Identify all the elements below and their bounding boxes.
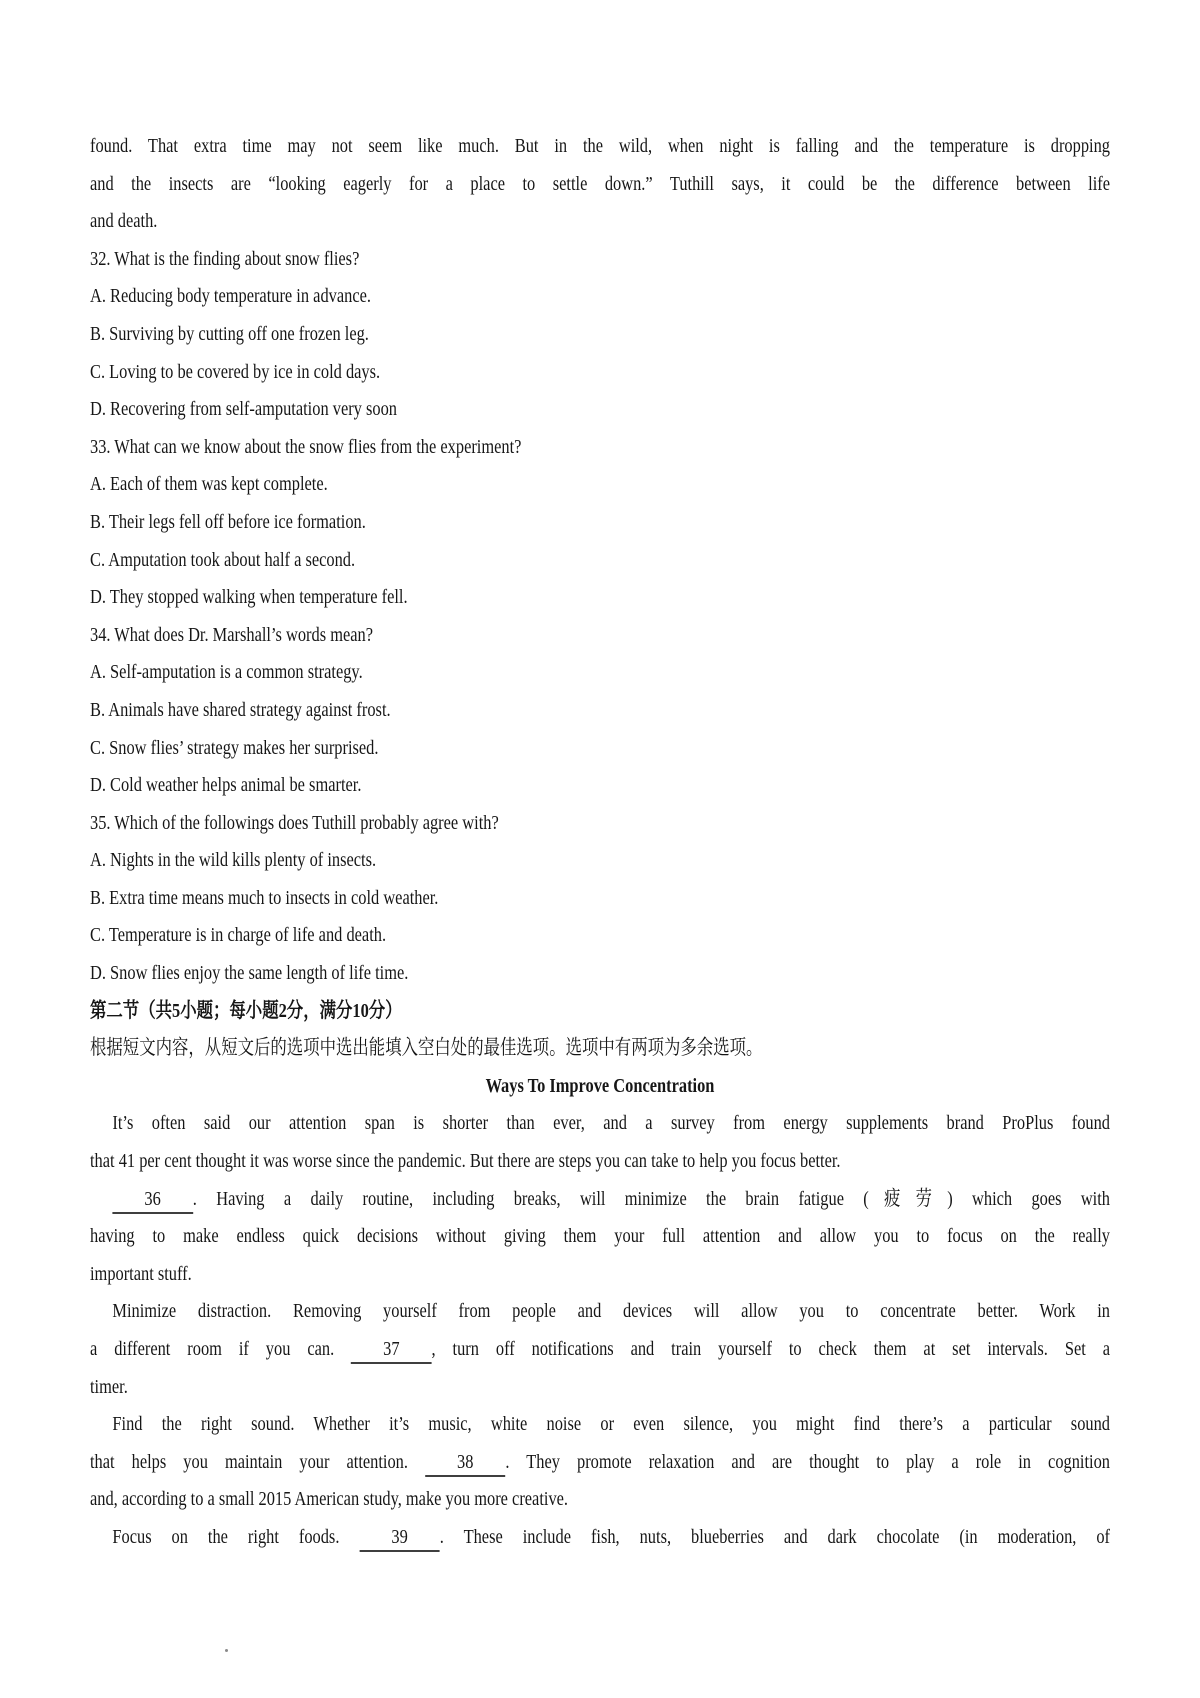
- blank-36-number: 36: [144, 1187, 161, 1210]
- paragraph-4-text: that helps you maintain your attention.: [90, 1450, 408, 1473]
- paragraph-3-text: , turn off notifications and train yourself to check them at set intervals. Set a: [431, 1338, 1111, 1360]
- paragraph-4-line: Find the right sound. Whether it’s music, white noise or even silence, you might find there’s a particular sound: [112, 1413, 1110, 1436]
- scan-speck: [225, 1649, 228, 1652]
- paragraph-4-text: . They promote relaxation and are thought to play a role in cognition: [505, 1450, 1110, 1473]
- paragraph-2-line: having to make endless quick decisions without giving them your full attention and allow you to focus on the really: [90, 1225, 1110, 1248]
- paragraph-1-line: It’s often said our attention span is shorter than ever, and a survey from energy supplements brand ProPlus found: [112, 1112, 1110, 1135]
- passage-title: Ways To Improve Concentration: [485, 1074, 715, 1097]
- paragraph-2-line: important stuff.: [90, 1262, 192, 1285]
- paragraph-5-text: . These include fish, nuts, blueberries and dark chocolate (in moderation, of: [439, 1525, 1111, 1548]
- paragraph-3-line: timer.: [90, 1375, 128, 1398]
- paragraph-1-line: that 41 per cent thought it was worse since the pandemic. But there are steps you can take to help you focus better.: [90, 1150, 841, 1173]
- paragraph-5-line: [90, 1519, 1110, 1557]
- passage-tail-line: and the insects are “looking eagerly for a place to settle down.” Tuthill says, it could be the difference between life: [90, 172, 1110, 195]
- blank-39: [359, 1526, 439, 1552]
- question-35-option-b: B. Extra time means much to insects in cold weather.: [90, 886, 439, 909]
- question-32-option-c: C. Loving to be covered by ice in cold days.: [90, 360, 381, 383]
- paragraph-4-line: and, according to a small 2015 American study, make you more creative.: [90, 1488, 569, 1511]
- question-33-option-b: B. Their legs fell off before ice formation.: [90, 510, 366, 533]
- paragraph-3-line: [90, 1331, 1110, 1369]
- question-34-option-b: B. Animals have shared strategy against frost.: [90, 698, 391, 721]
- question-34-option-d: D. Cold weather helps animal be smarter.: [90, 774, 362, 797]
- blank-38-number: 38: [457, 1450, 474, 1473]
- paragraph-2-line: [90, 1181, 1110, 1219]
- question-34-stem: 34. What does Dr. Marshall’s words mean?: [90, 623, 373, 646]
- paragraph-3-text: a different room if you can.: [90, 1338, 335, 1360]
- passage-tail-line: and death.: [90, 210, 158, 233]
- question-35-option-a: A. Nights in the wild kills plenty of insects.: [90, 849, 377, 872]
- question-34-option-a: A. Self-amputation is a common strategy.: [90, 661, 363, 684]
- section2-instructions: 根据短文内容，从短文后的选项中选出能填入空白处的最佳选项。选项中有两项为多余选项。: [90, 1037, 763, 1060]
- passage-tail-line: found. That extra time may not seem like much. But in the wild, when night is falling and the temperature is dropping: [90, 135, 1110, 157]
- question-32-stem: 32. What is the finding about snow flies?: [90, 247, 360, 270]
- blank-39-number: 39: [391, 1525, 408, 1548]
- question-34-option-c: C. Snow flies’ strategy makes her surprised.: [90, 736, 379, 759]
- blank-38: [425, 1451, 505, 1477]
- blank-36: [112, 1188, 192, 1214]
- paragraph-3-line: Minimize distraction. Removing yourself from people and devices will allow you to concentrate better. Work in: [112, 1300, 1110, 1323]
- question-33-option-a: A. Each of them was kept complete.: [90, 473, 328, 496]
- section2-heading: 第二节（共5小题；每小题2分，满分10分）: [90, 999, 402, 1022]
- question-35-option-c: C. Temperature is in charge of life and death.: [90, 924, 387, 947]
- question-33-option-d: D. They stopped walking when temperature fell.: [90, 586, 408, 609]
- exam-page-content: [90, 128, 1110, 1557]
- blank-37: [351, 1338, 431, 1364]
- paragraph-5-text: Focus on the right foods.: [112, 1525, 340, 1548]
- question-33-option-c: C. Amputation took about half a second.: [90, 548, 356, 571]
- paragraph-4-line: [90, 1444, 1110, 1482]
- question-35-stem: 35. Which of the followings does Tuthill probably agree with?: [90, 811, 499, 834]
- question-35-option-d: D. Snow flies enjoy the same length of life time.: [90, 962, 409, 985]
- question-33-stem: 33. What can we know about the snow flies from the experiment?: [90, 435, 522, 458]
- blank-37-number: 37: [383, 1338, 400, 1360]
- question-32-option-b: B. Surviving by cutting off one frozen leg.: [90, 322, 369, 345]
- question-32-option-a: A. Reducing body temperature in advance.: [90, 285, 371, 308]
- paragraph-2-text: . Having a daily routine, including breaks, will minimize the brain fatigue (疲劳) which goes with: [192, 1187, 1111, 1210]
- question-32-option-d: D. Recovering from self-amputation very soon: [90, 398, 397, 421]
